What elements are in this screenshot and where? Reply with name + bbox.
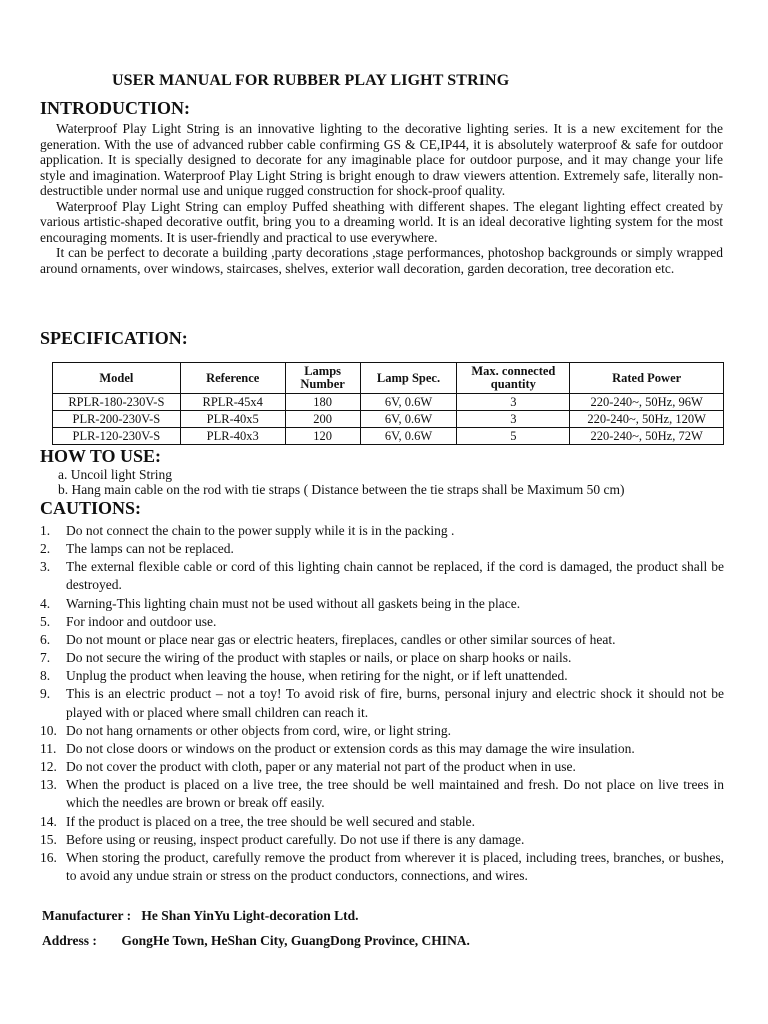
address-label: Address : bbox=[42, 933, 97, 948]
list-item: 9. This is an electric product – not a toy! To avoid risk of fire, burns, personal injury and electric shock it should not be played with or placed where small children can reach it. bbox=[40, 686, 724, 720]
table-cell: 220-240~, 50Hz, 72W bbox=[570, 428, 724, 445]
list-item: 13. When the product is placed on a live tree, the tree should be well maintained and fresh. Do not place on live trees in which the needles are brown or break off easily. bbox=[40, 777, 724, 811]
list-item: 16. When storing the product, carefully remove the product from wherever it is placed, including trees, branches, or bushes, to avoid any undue strain or stress on the product conductors, connections, and wires. bbox=[40, 849, 724, 883]
table-cell: PLR-120-230V-S bbox=[53, 428, 181, 445]
table-cell: 6V, 0.6W bbox=[360, 394, 457, 411]
list-item: 3. The external flexible cable or cord of this lighting chain cannot be replaced, if the cord is damaged, the product shall be destroyed. bbox=[40, 559, 724, 593]
list-item: 4. Warning-This lighting chain must not be used without all gaskets being in the place. bbox=[40, 595, 521, 611]
list-item: 7. Do not secure the wiring of the product with staples or nails, or place on sharp hooks or nails. bbox=[40, 650, 572, 666]
table-cell: PLR-200-230V-S bbox=[53, 411, 181, 428]
list-item: b. Hang main cable on the rod with tie straps ( Distance between the tie straps shall be Maximum 50 cm) bbox=[58, 482, 625, 497]
table-row bbox=[53, 428, 724, 445]
manufacturer-label: Manufacturer : bbox=[42, 908, 132, 923]
manufacturer-value: He Shan YinYu Light-decoration Ltd. bbox=[141, 908, 359, 923]
specification-table bbox=[52, 362, 724, 445]
manufacturer-line bbox=[42, 908, 359, 924]
column-header: Model bbox=[53, 363, 181, 394]
list-item: 2. The lamps can not be replaced. bbox=[40, 541, 234, 557]
table-cell: 6V, 0.6W bbox=[360, 428, 457, 445]
column-header: Reference bbox=[180, 363, 285, 394]
table-cell: RPLR-45x4 bbox=[180, 394, 285, 411]
column-header: Max. connected quantity bbox=[457, 363, 570, 394]
table-cell: PLR-40x3 bbox=[180, 428, 285, 445]
table-row bbox=[53, 411, 724, 428]
cautions-heading: CAUTIONS: bbox=[40, 498, 142, 518]
table-cell: 220-240~, 50Hz, 120W bbox=[570, 411, 724, 428]
table-cell: 220-240~, 50Hz, 96W bbox=[570, 394, 724, 411]
cautions-list bbox=[40, 522, 724, 885]
table-cell: 3 bbox=[457, 411, 570, 428]
list-item: 10. Do not hang ornaments or other objects from cord, wire, or light string. bbox=[40, 722, 452, 738]
table-cell: PLR-40x5 bbox=[180, 411, 285, 428]
column-header: Lamp Spec. bbox=[360, 363, 457, 394]
list-item: 1. Do not connect the chain to the power supply while it is in the packing . bbox=[40, 523, 455, 538]
list-item: 11. Do not close doors or windows on the product or extension cords as this may damage the wire insulation. bbox=[40, 740, 635, 756]
table-cell: 200 bbox=[285, 411, 360, 428]
table-row bbox=[53, 394, 724, 411]
address-value: GongHe Town, HeShan City, GuangDong Province, CHINA. bbox=[121, 933, 470, 948]
introduction-text bbox=[40, 121, 723, 276]
column-header: Rated Power bbox=[570, 363, 724, 394]
list-item: 12. Do not cover the product with cloth, paper or any material not part of the product when in use. bbox=[40, 759, 576, 775]
list-item: 8. Unplug the product when leaving the house, when retiring for the night, or if left unattended. bbox=[40, 668, 568, 684]
table-cell: RPLR-180-230V-S bbox=[53, 394, 181, 411]
introduction-heading: INTRODUCTION: bbox=[40, 98, 191, 118]
page-title: USER MANUAL FOR RUBBER PLAY LIGHT STRING bbox=[112, 72, 510, 89]
table-cell: 3 bbox=[457, 394, 570, 411]
how-to-use-heading: HOW TO USE: bbox=[40, 446, 162, 466]
table-header-row bbox=[53, 363, 724, 394]
address-line bbox=[42, 933, 470, 949]
table-cell: 120 bbox=[285, 428, 360, 445]
list-item: 15. Before using or reusing, inspect product carefully. Do not use if there is any damage. bbox=[40, 831, 525, 847]
specification-heading: SPECIFICATION: bbox=[40, 328, 188, 348]
table-cell: 180 bbox=[285, 394, 360, 411]
intro-paragraph: Waterproof Play Light String can employ Puffed sheathing with different shapes. The elegant lighting effect created by various artistic-shaped decorative outfit, bring you to a dreaming world. It is an ideal decorative lighting system for the most encouraging moments. It is user-friendly and practical to use everywhere. bbox=[40, 198, 723, 245]
column-header: Lamps Number bbox=[285, 363, 360, 394]
list-item: 5. For indoor and outdoor use. bbox=[40, 613, 217, 629]
intro-paragraph: It can be perfect to decorate a building ,party decorations ,stage performances, photoshop backgrounds or simply wrapped around ornaments, over windows, staircases, shelves, exterior wall decoration, garden decoration, tree decoration etc. bbox=[40, 245, 723, 276]
intro-paragraph: Waterproof Play Light String is an innovative lighting to the decorative lighting series. It is a new excitement for the generation. With the use of advanced rubber cable confirming GS & CE,IP44, it is absolutely waterproof & safe for outdoor application. It is specially designed to decorate for any imaginable place for outdoor purpose, and it may change your life style and imagination. Waterproof Play Light String is bright enough to draw viewers attention. Extremely safe, literally non-destructible under normal use and unique rugged construction for shock-proof quality. bbox=[40, 121, 723, 198]
list-item: 14. If the product is placed on a tree, the tree should be well secured and stable. bbox=[40, 813, 475, 829]
list-item: 6. Do not mount or place near gas or electric heaters, fireplaces, candles or other similar sources of heat. bbox=[40, 631, 616, 647]
table-cell: 6V, 0.6W bbox=[360, 411, 457, 428]
how-to-use-steps bbox=[58, 467, 624, 497]
list-item: a. Uncoil light String bbox=[58, 467, 172, 482]
table-cell: 5 bbox=[457, 428, 570, 445]
